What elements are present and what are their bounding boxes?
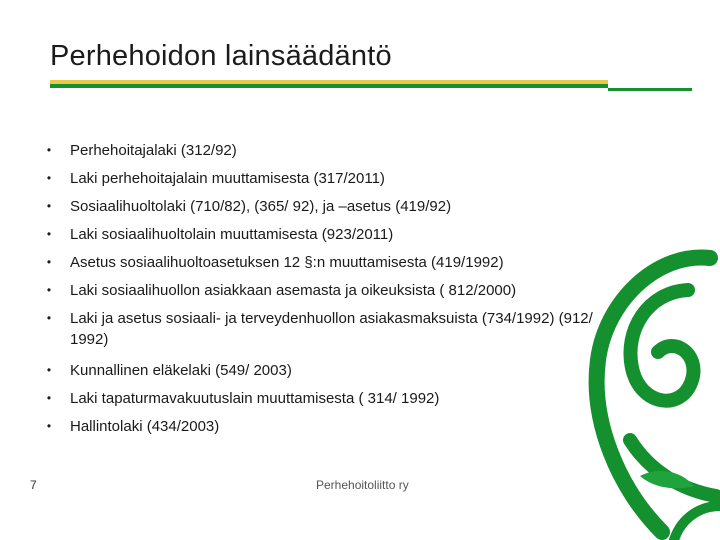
list-item-text: Laki tapaturmavakuutuslain muuttamisesta ( 314/ 1992) (70, 390, 440, 407)
bullet-dot: • (46, 255, 52, 269)
list-item (28, 224, 648, 245)
list-item-text: Laki sosiaalihuoltolain muuttamisesta (923/2011) (70, 226, 394, 243)
list-item (28, 140, 648, 161)
list-item (28, 416, 648, 437)
list-item-text: Laki ja asetus sosiaali- ja terveydenhuollon asiakasmaksuista (734/1992) (912/ 1992) (70, 310, 593, 348)
footer-text: Perhehoitoliitto ry (316, 478, 409, 492)
list-item-text: Kunnallinen eläkelaki (549/ 2003) (70, 362, 292, 379)
list-item (28, 280, 648, 301)
bullet-dot: • (46, 311, 52, 325)
list-item (28, 196, 648, 217)
list-item-text: Hallintolaki (434/2003) (70, 418, 220, 435)
perhehoitoliitto-swirl-logo-icon (570, 240, 720, 540)
list-item-text: Sosiaalihuoltolaki (710/82), (365/ 92), ja –asetus (419/92) (70, 198, 452, 215)
list-item-text: Laki perhehoitajalain muuttamisesta (317/2011) (70, 170, 385, 187)
list-item (28, 308, 628, 350)
bullet-dot: • (46, 143, 52, 157)
bullet-dot: • (46, 227, 52, 241)
bullet-dot: • (46, 363, 52, 377)
bullet-dot: • (46, 391, 52, 405)
list-item (28, 388, 648, 409)
list-item (28, 252, 648, 273)
list-item-text: Perhehoitajalaki (312/92) (70, 142, 237, 159)
bullet-dot: • (46, 419, 52, 433)
list-item-text: Laki sosiaalihuollon asiakkaan asemasta ja oikeuksista ( 812/2000) (70, 282, 517, 299)
list-item (28, 168, 648, 189)
list-item (28, 360, 648, 381)
bullet-dot: • (46, 171, 52, 185)
slide-title: Perhehoidon lainsäädäntö (50, 40, 392, 72)
bullet-dot: • (46, 283, 52, 297)
bullet-dot: • (46, 199, 52, 213)
page-number: 7 (30, 478, 37, 492)
list-item-text: Asetus sosiaalihuoltoasetuksen 12 §:n muuttamisesta (419/1992) (70, 254, 504, 271)
